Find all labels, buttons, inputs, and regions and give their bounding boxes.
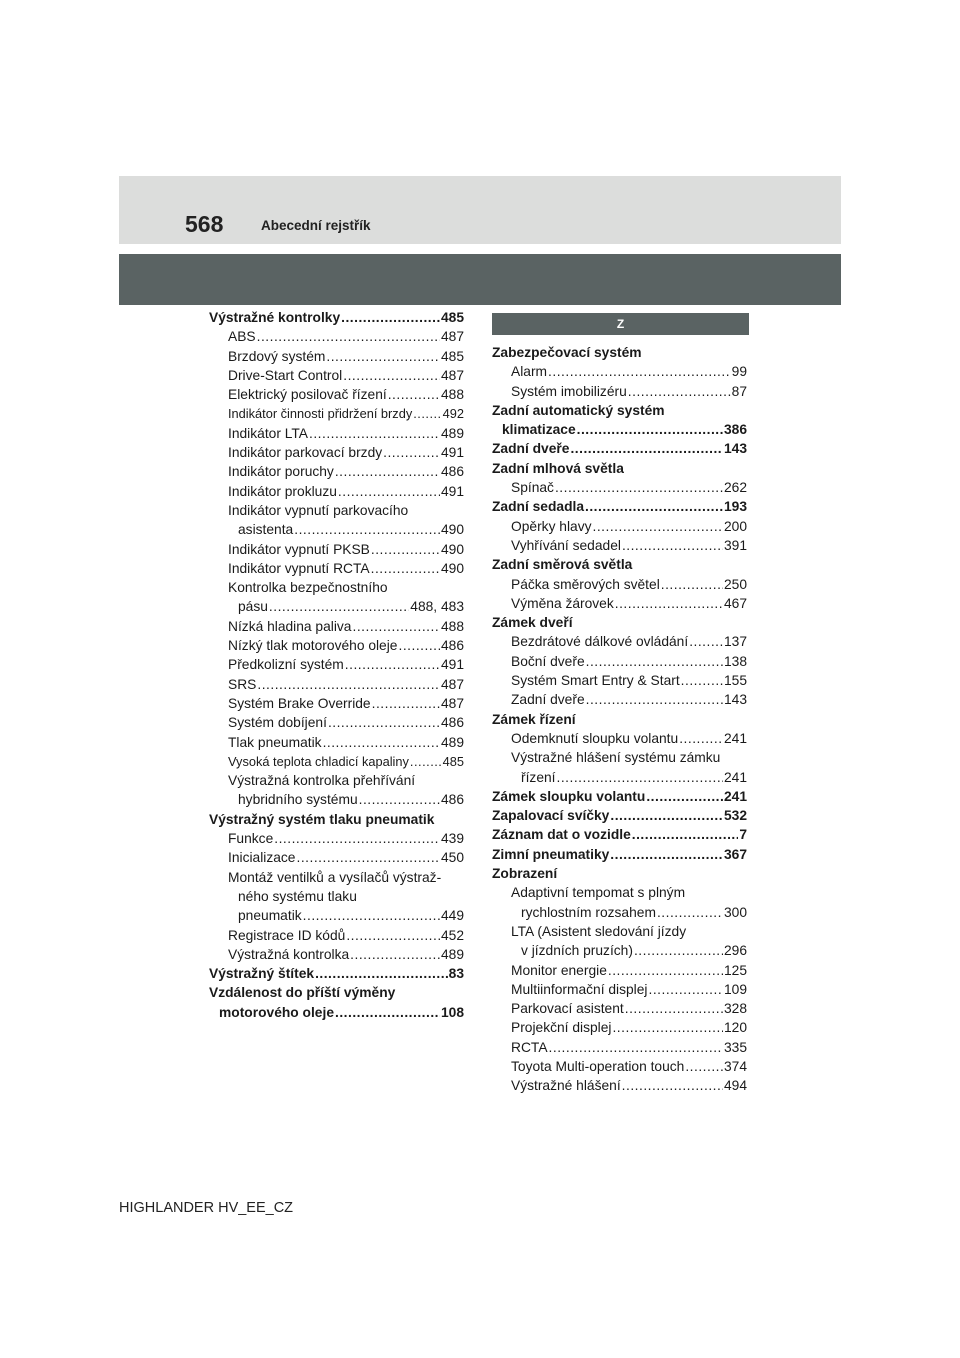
dot-leader [586,652,723,671]
entry-page-number: 450 [440,850,464,866]
dot-leader [577,420,723,439]
index-entry-label: Výstražný systém tlaku pneumatik [209,811,435,827]
entry-page-number: 532 [723,808,747,824]
index-entry-label: Montáž ventilků a vysílačů výstraž- [228,869,442,885]
entry-label: Indikátor prokluzu [228,483,337,499]
entry-label: Multiinformační displej [511,981,648,997]
entry-label: Indikátor LTA [228,425,309,441]
entry-label: Indikátor vypnutí RCTA [228,560,370,576]
index-entry [492,632,747,651]
dot-leader [372,694,440,713]
index-entry [492,1018,747,1037]
entry-label: Odemknutí sloupku volantu [511,730,679,746]
dot-leader [410,752,442,771]
entry-label: rychlostním rozsahem [521,904,656,920]
entry-page-number: 488 [440,387,464,403]
index-entry [492,1038,747,1057]
entry-page-number: 492 [442,406,464,422]
entry-label: Vysoká teplota chladicí kapaliny [228,753,409,769]
entry-page-number: 99 [731,364,747,380]
dot-leader [326,347,440,366]
index-entry [492,980,747,999]
index-entry [209,752,464,771]
dot-leader [303,906,440,925]
index-entry [209,694,464,713]
entry-label: RCTA [511,1039,548,1055]
dot-leader [586,690,723,709]
index-entry [492,1076,747,1095]
index-entry [492,362,747,381]
entry-page-number: 487 [440,695,464,711]
index-entry [492,825,747,844]
entry-page-number: 367 [723,846,747,862]
entry-label: Zámek sloupku volantu [492,788,646,804]
entry-label: Výstražné hlášení [511,1078,621,1094]
index-entry [492,478,747,497]
dot-leader [269,597,409,616]
entry-label: Systém Smart Entry & Start [511,673,680,689]
entry-page-number: 300 [723,904,747,920]
dot-leader [345,655,440,674]
dot-leader [555,478,723,497]
index-entry [492,768,747,787]
entry-page-number: 143 [723,441,747,457]
dot-leader [328,713,440,732]
entry-label: SRS [228,676,257,692]
entry-page-number: 494 [723,1078,747,1094]
index-entry [209,733,464,752]
index-entry-label: ného systému tlaku [238,888,357,904]
dot-leader [359,790,440,809]
entry-page-number: 485 [440,310,464,325]
header-band [119,254,841,305]
entry-page-number: 200 [723,518,747,534]
entry-page-number: 486 [440,638,464,654]
dot-leader [549,1038,723,1057]
entry-label: Výstražná kontrolka [228,946,350,962]
index-entry [492,517,747,536]
index-entry [492,787,747,806]
dot-leader [257,327,440,346]
dot-leader [685,1057,723,1076]
index-entry [492,536,747,555]
index-entry-label: Zadní směrová světla [492,557,633,573]
dot-leader [309,424,440,443]
dot-leader [608,961,723,980]
entry-page-number: 491 [440,483,464,499]
letter-heading-z: Z [492,313,749,335]
entry-label: Vyhřívání sedadel [511,537,621,553]
index-column-left [209,308,464,1022]
entry-label: Brzdový systém [228,348,326,364]
entry-label: Indikátor činnosti přidržení brzdy [228,406,413,422]
entry-page-number: 125 [723,962,747,978]
index-entry [492,497,747,516]
entry-label: Zimní pneumatiky [492,846,610,862]
entry-label: Systém imobilizéru [511,383,627,399]
entry-page-number: 439 [440,831,464,847]
dot-leader [335,462,440,481]
entry-label: pneumatik [238,908,302,924]
index-entry [492,941,747,960]
dot-leader [383,443,440,462]
dot-leader [570,439,723,458]
entry-page-number: 143 [723,692,747,708]
entry-label: ABS [228,329,256,345]
entry-page-number: 7 [739,827,747,843]
entry-label: Předkolizní systém [228,657,344,673]
entry-page-number: 335 [723,1039,747,1055]
entry-page-number: 487 [440,329,464,345]
entry-label: Inicializace [228,850,296,866]
dot-leader [257,675,440,694]
entry-page-number: 87 [731,383,747,399]
dot-leader [350,945,440,964]
entry-page-number: 485 [440,348,464,364]
entry-page-number: 486 [440,715,464,731]
index-entry-label: Kontrolka bezpečnostního [228,580,388,596]
dot-leader [294,520,440,539]
entry-label: Páčka směrových světel [511,576,660,592]
entry-page-number: 487 [440,676,464,692]
entry-label: Systém Brake Override [228,695,371,711]
index-entry [209,964,464,983]
entry-label: Zadní dveře [511,692,585,708]
entry-page-number: 490 [440,541,464,557]
entry-label: v jízdních pruzích) [521,943,633,959]
dot-leader [413,404,441,423]
entry-page-number: 328 [723,1001,747,1017]
entry-label: Zadní sedadla [492,499,585,515]
entry-label: asistenta [238,522,294,538]
index-entry [492,729,747,748]
index-entry-label: Zadní mlhová světla [492,460,624,476]
index-entry [209,366,464,385]
index-entry [209,636,464,655]
entry-label: Záznam dat o vozidle [492,827,631,843]
entry-label: hybridního systému [238,792,358,808]
entry-label: Nízký tlak motorového oleje [228,638,398,654]
entry-label: Alarm [511,364,548,380]
entry-label: Elektrický posilovač řízení [228,387,387,403]
page-number: 568 [185,211,224,237]
index-entry [492,652,747,671]
entry-page-number: 490 [440,560,464,576]
index-entry-label: Indikátor vypnutí parkovacího [228,502,409,518]
dot-leader [679,729,723,748]
entry-label: Tlak pneumatik [228,734,322,750]
entry-label: Nízká hladina paliva [228,618,352,634]
entry-label: Toyota Multi-operation touch [511,1058,685,1074]
entry-label: Registrace ID kódů [228,927,346,943]
dot-leader [612,1018,723,1037]
index-entry-label: Zabezpečovací systém [492,345,642,360]
index-entry [209,790,464,809]
entry-page-number: 485 [442,753,464,769]
index-column-right [492,343,747,1096]
index-entry [209,713,464,732]
entry-page-number: 489 [440,734,464,750]
entry-page-number: 486 [440,464,464,480]
index-entry [209,559,464,578]
entry-page-number: 487 [440,367,464,383]
dot-leader [628,382,731,401]
dot-leader [681,671,723,690]
dot-leader [646,787,723,806]
index-entry [209,385,464,404]
entry-label: Projekční displej [511,1020,612,1036]
entry-label: Indikátor poruchy [228,464,334,480]
dot-leader [632,825,739,844]
index-entry [492,845,747,864]
footer-model-code: HIGHLANDER HV_EE_CZ [119,1200,294,1216]
entry-page-number: 489 [440,946,464,962]
index-entry [209,906,464,925]
dot-leader [689,632,723,651]
index-entry [209,926,464,945]
dot-leader [343,366,440,385]
dot-leader [338,482,440,501]
entry-page-number: 374 [723,1058,747,1074]
index-entry [492,806,747,825]
index-entry [492,594,747,613]
dot-leader [352,617,439,636]
index-entry-label: Vzdálenost do příští výměny [209,985,396,1001]
index-entry [209,520,464,539]
entry-label: Funkce [228,831,274,847]
index-entry-label: Výstražná kontrolka přehřívání [228,773,416,789]
dot-leader [371,540,440,559]
index-entry-label: Adaptivní tempomat s plným [511,885,686,901]
index-entry [492,575,747,594]
entry-page-number: 391 [723,537,747,553]
entry-page-number: 120 [723,1020,747,1036]
dot-leader [548,362,731,381]
entry-page-number: 488, 483 [410,599,464,615]
index-entry [209,443,464,462]
dot-leader [634,941,723,960]
dot-leader [593,517,723,536]
dot-leader [388,385,440,404]
index-entry [209,617,464,636]
index-entry [492,690,747,709]
entry-label: klimatizace [502,422,576,438]
entry-page-number: 250 [723,576,747,592]
entry-label: pásu [238,599,268,615]
entry-label: Parkovací asistent [511,1001,624,1017]
index-entry-label: Zobrazení [492,866,558,882]
entry-label: Indikátor vypnutí PKSB [228,541,370,557]
entry-page-number: 490 [440,522,464,538]
index-entry-label: Zámek řízení [492,711,576,727]
index-entry [492,671,747,690]
entry-page-number: 449 [440,908,464,924]
index-entry [492,961,747,980]
entry-label: Monitor energie [511,962,607,978]
entry-page-number: 262 [723,480,747,496]
entry-page-number: 489 [440,425,464,441]
dot-leader [610,845,723,864]
dot-leader [398,636,439,655]
entry-page-number: 137 [723,634,747,650]
entry-page-number: 109 [723,981,747,997]
index-entry-label: LTA (Asistent sledování jízdy [511,923,687,939]
entry-page-number: 108 [440,1004,464,1020]
index-entry [209,1003,464,1022]
index-entry [209,829,464,848]
entry-page-number: 488 [440,618,464,634]
dot-leader [346,926,440,945]
index-entry [209,327,464,346]
dot-leader [661,575,723,594]
dot-leader [274,829,440,848]
dot-leader [315,964,448,983]
index-entry [492,903,747,922]
entry-page-number: 491 [440,445,464,461]
entry-label: Spínač [511,480,554,496]
entry-label: Výměna žárovek [511,595,614,611]
entry-label: Zadní dveře [492,441,570,457]
entry-page-number: 296 [723,943,747,959]
index-entry [209,848,464,867]
entry-label: motorového oleje [219,1004,334,1020]
entry-label: Indikátor parkovací brzdy [228,445,383,461]
dot-leader [615,594,723,613]
entry-label: Drive-Start Control [228,367,343,383]
dot-leader [625,999,723,1018]
index-entry [209,945,464,964]
index-entry-label: Výstražné hlášení systému zámku [511,750,721,766]
dot-leader [657,903,723,922]
index-entry [209,308,464,327]
entry-page-number: 241 [723,788,747,804]
index-entry [209,675,464,694]
index-entry [209,404,464,423]
section-title: Abecední rejstřík [261,218,371,233]
header-bar [119,176,841,244]
index-entry [209,424,464,443]
dot-leader [649,980,723,999]
entry-page-number: 241 [723,769,747,785]
index-entry [209,597,464,616]
dot-leader [296,848,439,867]
entry-page-number: 467 [723,595,747,611]
index-entry [209,540,464,559]
entry-label: Výstražný štítek [209,966,315,982]
dot-leader [622,536,723,555]
entry-page-number: 83 [448,966,464,982]
index-entry [492,439,747,458]
index-entry [492,999,747,1018]
dot-leader [341,308,440,327]
index-entry [209,347,464,366]
entry-label: Bezdrátové dálkové ovládání [511,634,689,650]
entry-page-number: 491 [440,657,464,673]
index-entry [492,382,747,401]
entry-page-number: 241 [723,730,747,746]
entry-label: Výstražné kontrolky [209,310,341,325]
index-entry [209,655,464,674]
index-entry-label: Zámek dveří [492,615,573,631]
entry-page-number: 155 [723,673,747,689]
index-entry [209,482,464,501]
entry-page-number: 486 [440,792,464,808]
index-entry [492,420,747,439]
entry-page-number: 138 [723,653,747,669]
entry-label: řízení [521,769,556,785]
entry-label: Zapalovací svíčky [492,808,610,824]
index-entry [209,462,464,481]
dot-leader [622,1076,723,1095]
dot-leader [610,806,723,825]
entry-label: Systém dobíjení [228,715,327,731]
index-entry-label: Zadní automatický systém [492,402,665,418]
dot-leader [371,559,440,578]
index-entry [492,1057,747,1076]
entry-label: Boční dveře [511,653,585,669]
dot-leader [557,768,723,787]
entry-page-number: 193 [723,499,747,515]
dot-leader [585,497,723,516]
entry-page-number: 386 [723,422,747,438]
entry-label: Opěrky hlavy [511,518,592,534]
dot-leader [323,733,440,752]
dot-leader [335,1003,440,1022]
entry-page-number: 452 [440,927,464,943]
